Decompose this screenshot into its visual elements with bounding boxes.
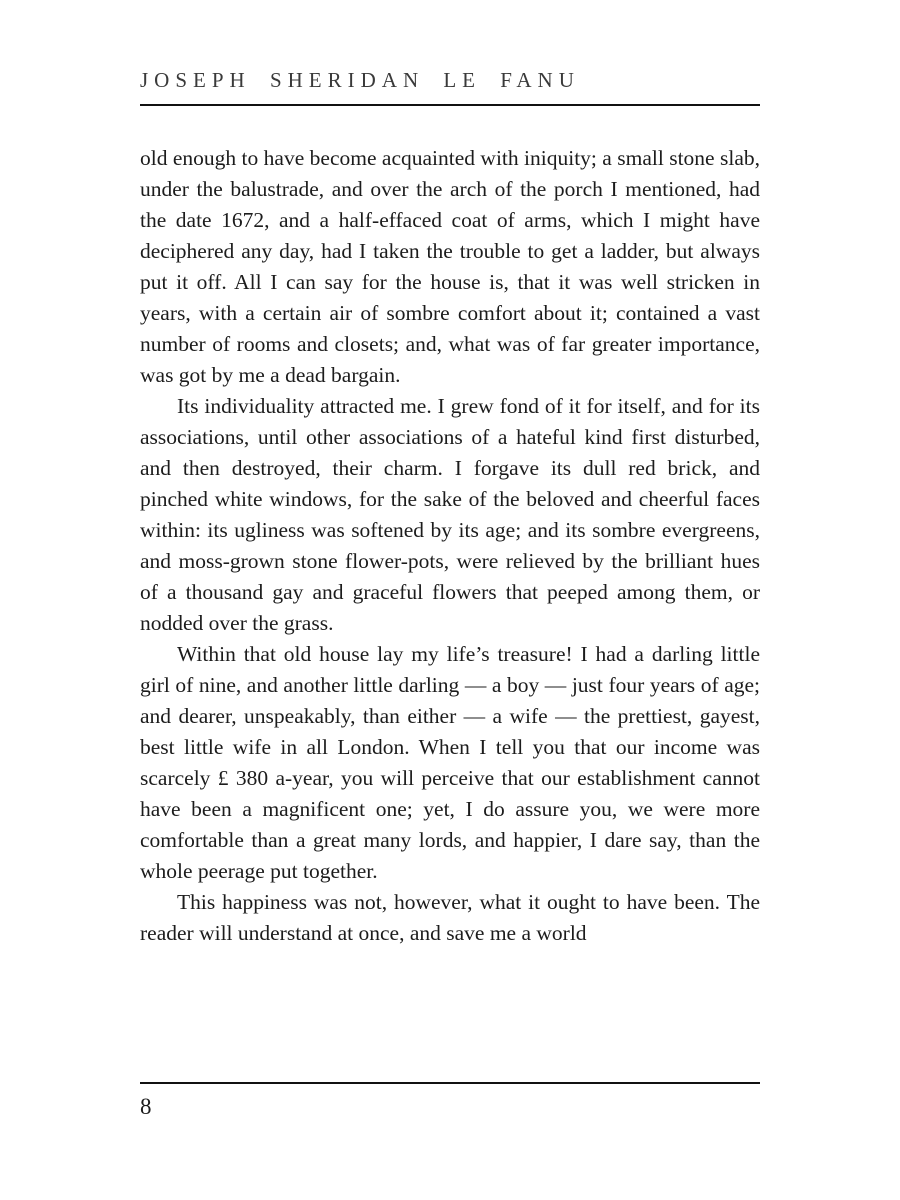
body-text xyxy=(140,143,760,949)
page-content xyxy=(140,0,760,949)
page-number: 8 xyxy=(140,1094,152,1119)
paragraph-continuation: old enough to have become acquainted with iniquity; a small stone slab, under the balustrade, and over the arch of the porch I mentioned, had the date 1672, and a half-effaced coat of arms, which I might have deciphered any day, had I taken the trouble to get a ladder, but always put it off. All I can say for the house is, that it was well stricken in years, with a certain air of sombre comfort about it; contained a vast number of rooms and closets; and, what was of far greater importance, was got by me a dead bargain. xyxy=(140,146,760,387)
page-header xyxy=(140,68,760,106)
running-head: JOSEPH SHERIDAN LE FANU xyxy=(140,68,580,92)
paragraph: This happiness was not, however, what it ought to have been. The reader will understand at once, and save me a world xyxy=(140,890,760,945)
page-footer xyxy=(140,1082,760,1120)
paragraph: Within that old house lay my life’s treasure! I had a darling little girl of nine, and another little darling — a boy — just four years of age; and dearer, unspeakably, than either — a wife — the prettiest, gayest, best little wife in all London. When I tell you that our income was scarcely £ 380 a-year, you will perceive that our establishment cannot have been a magnificent one; yet, I do assure you, we were more comfortable than a great many lords, and happier, I dare say, than the whole peerage put together. xyxy=(140,642,760,883)
paragraph: Its individuality attracted me. I grew fond of it for itself, and for its associations, until other associations of a hateful kind first disturbed, and then destroyed, their charm. I forgave its dull red brick, and pinched white windows, for the sake of the beloved and cheerful faces within: its ugliness was softened by its age; and its sombre evergreens, and moss-grown stone flower-pots, were relieved by the brilliant hues of a thousand gay and graceful flowers that peeped among them, or nodded over the grass. xyxy=(140,394,760,635)
footer-rule xyxy=(140,1082,760,1084)
header-rule xyxy=(140,104,760,106)
